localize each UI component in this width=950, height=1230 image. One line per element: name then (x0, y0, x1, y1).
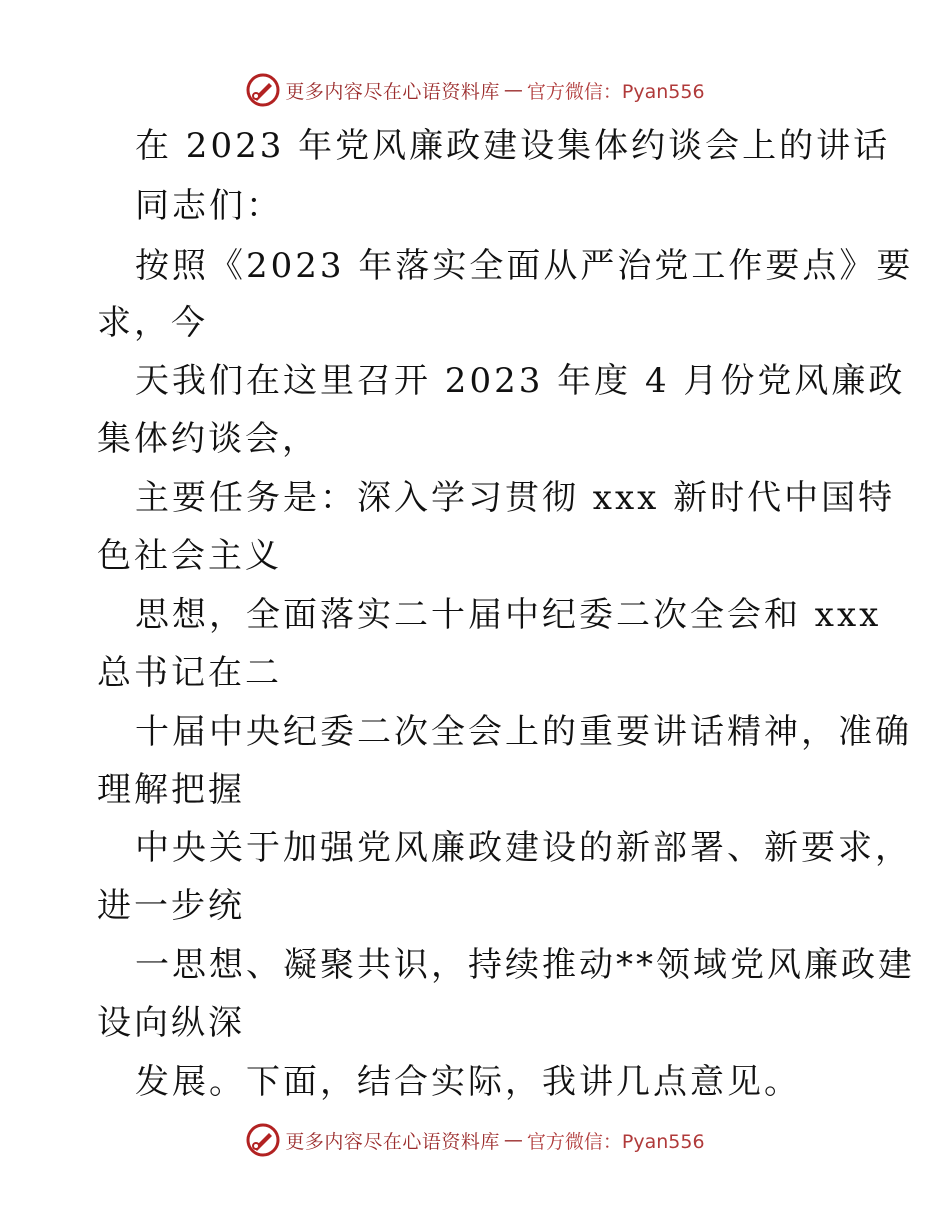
watermark-contact-text: 官方微信：Pyan556 (526, 80, 705, 103)
paragraph-line: 思想，全面落实二十届中纪委二次全会和 xxx (135, 595, 882, 635)
paragraph-line: 求，今 (97, 303, 208, 343)
paragraph-line: 一思想、凝聚共识，持续推动**领域党风廉政建 (135, 945, 915, 985)
seal-logo-icon (245, 72, 281, 108)
watermark-separator: — (503, 1129, 523, 1151)
paragraph-line: 设向纵深 (97, 1003, 245, 1043)
salutation: 同志们： (135, 186, 283, 226)
watermark-contact-text: 官方微信：Pyan556 (526, 1130, 705, 1153)
paragraph-line: 中央关于加强党风廉政建设的新部署、新要求， (135, 828, 912, 868)
footer-watermark (0, 1120, 950, 1160)
paragraph-line: 色社会主义 (97, 536, 282, 576)
document-title: 在 2023 年党风廉政建设集体约谈会上的讲话 (135, 126, 891, 166)
watermark-site-text: 更多内容尽在心语资料库 (285, 80, 500, 103)
paragraph-line: 发展。下面，结合实际，我讲几点意见。 (135, 1062, 801, 1102)
paragraph-line: 按照《2023 年落实全面从严治党工作要点》要 (135, 246, 914, 286)
watermark-separator: — (503, 79, 523, 101)
paragraph-line: 十届中央纪委二次全会上的重要讲话精神，准确 (135, 712, 912, 752)
watermark-site-text: 更多内容尽在心语资料库 (285, 1130, 500, 1153)
seal-logo-icon (245, 1122, 281, 1158)
paragraph-line: 理解把握 (97, 770, 245, 810)
header-watermark (0, 70, 950, 110)
paragraph-line: 总书记在二 (97, 653, 282, 693)
paragraph-line: 天我们在这里召开 2023 年度 4 月份党风廉政 (135, 361, 906, 401)
paragraph-line: 进一步统 (97, 886, 245, 926)
paragraph-line: 主要任务是：深入学习贯彻 xxx 新时代中国特 (135, 478, 896, 518)
paragraph-line: 集体约谈会， (97, 419, 319, 459)
